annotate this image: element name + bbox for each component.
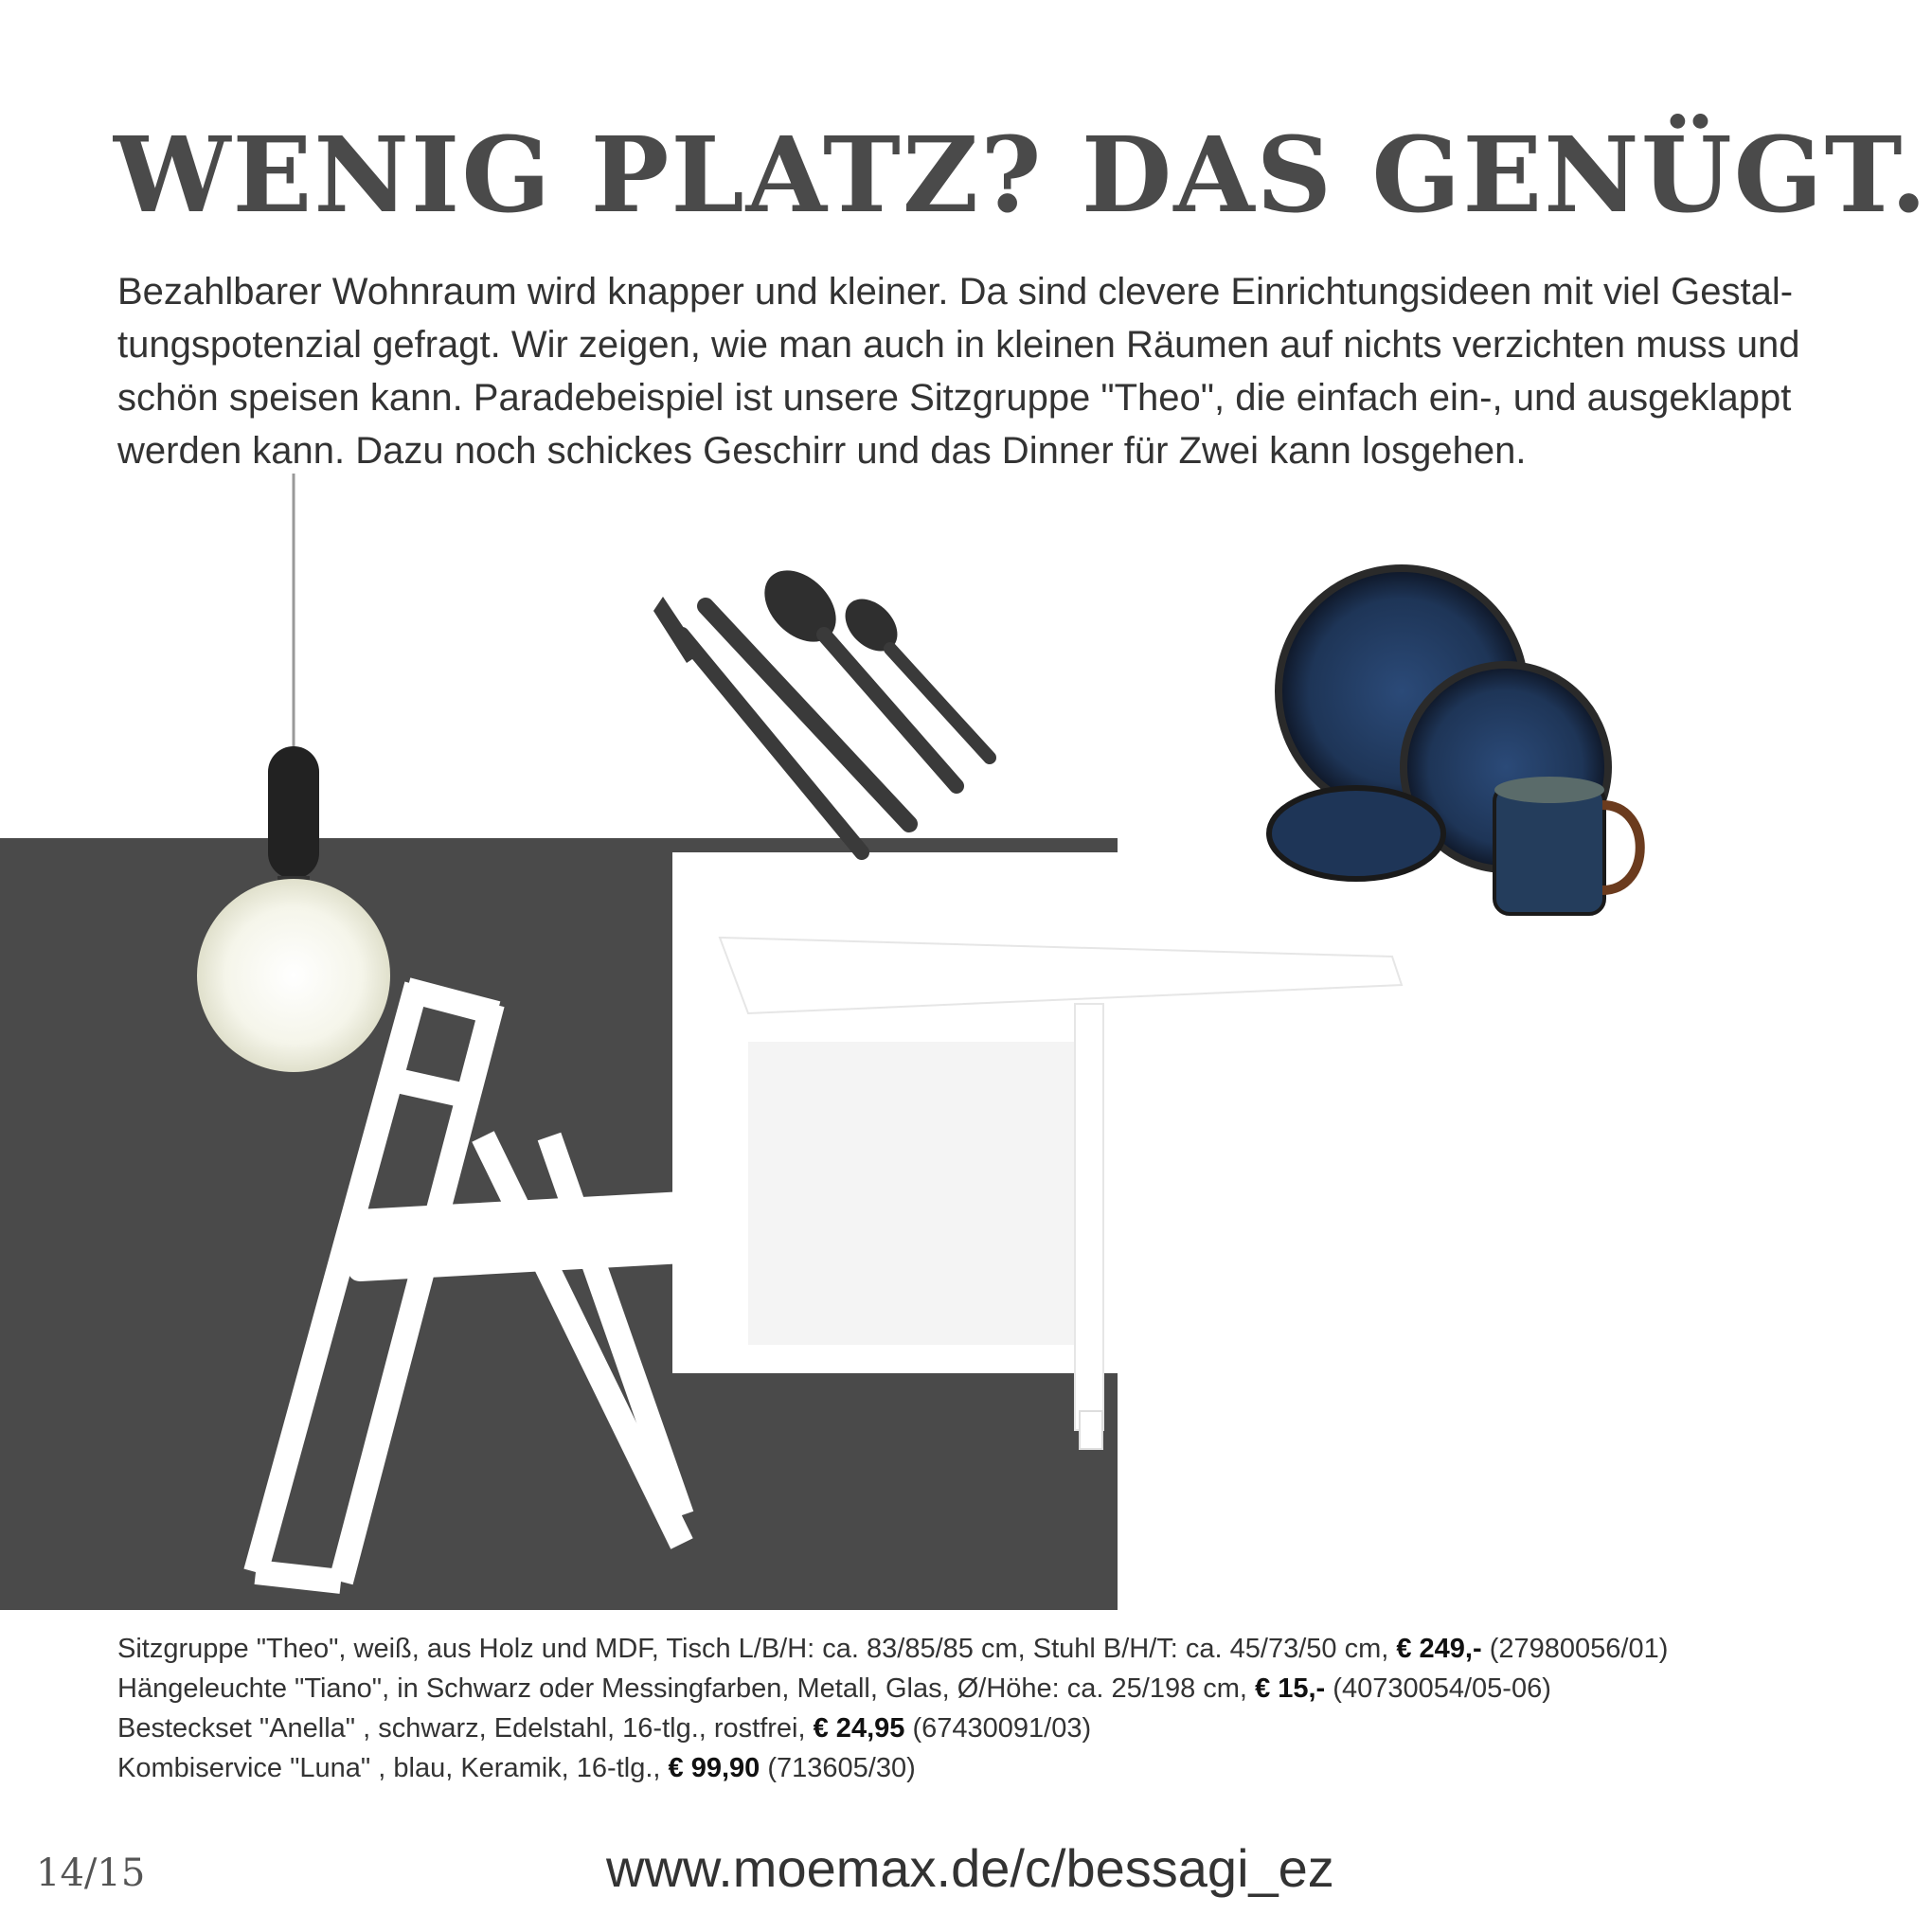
product-article-number: (713605/30) bbox=[760, 1753, 916, 1783]
product-scene bbox=[0, 474, 1932, 1610]
folding-chair-right bbox=[1302, 938, 1733, 1440]
website-link[interactable]: www.moemax.de/c/bessagi_ez bbox=[606, 1838, 1334, 1898]
product-price: € 15,- bbox=[1255, 1673, 1326, 1704]
intro-text bbox=[117, 265, 1822, 477]
product-article-number: (40730054/05-06) bbox=[1325, 1673, 1551, 1704]
intro-line: Bezahlbarer Wohnraum wird knapper und kleiner. Da sind clevere Einrichtungsideen mit viel Gestal- bbox=[117, 271, 1794, 313]
intro-line: tungspotenzial gefragt. Wir zeigen, wie man auch in kleinen Räumen auf nichts verzichten muss und bbox=[117, 324, 1800, 366]
product-article-number: (27980056/01) bbox=[1481, 1634, 1669, 1664]
product-caption bbox=[117, 1748, 1668, 1788]
cutlery-set bbox=[653, 557, 990, 852]
intro-line: werden kann. Dazu noch schickes Geschirr und das Dinner für Zwei kann losgehen. bbox=[117, 430, 1527, 472]
product-price: € 99,90 bbox=[668, 1753, 760, 1783]
product-price: € 24,95 bbox=[813, 1713, 905, 1744]
product-caption bbox=[117, 1629, 1668, 1669]
product-caption bbox=[117, 1669, 1668, 1708]
product-description: Sitzgruppe "Theo", weiß, aus Holz und MDF, Tisch L/B/H: ca. 83/85/85 cm, Stuhl B/H/T: ca. 45/73/50 cm, bbox=[117, 1634, 1397, 1664]
intro-line: schön speisen kann. Paradebeispiel ist unsere Sitzgruppe "Theo", die einfach ein-, und ausgeklappt bbox=[117, 377, 1792, 419]
page-number: 14/15 bbox=[36, 1852, 146, 1895]
product-price: € 249,- bbox=[1396, 1634, 1482, 1664]
product-description: Kombiservice "Luna" , blau, Keramik, 16-tlg., bbox=[117, 1753, 669, 1783]
page-headline: WENIG PLATZ? DAS GENÜGT. bbox=[114, 114, 1929, 236]
dinnerware-set bbox=[1269, 568, 1640, 914]
product-article-number: (67430091/03) bbox=[904, 1713, 1092, 1744]
pendant-lamp bbox=[197, 474, 390, 1072]
product-description: Hängeleuchte "Tiano", in Schwarz oder Messingfarben, Metall, Glas, Ø/Höhe: ca. 25/198 cm, bbox=[117, 1673, 1256, 1704]
product-caption bbox=[117, 1708, 1668, 1748]
product-captions bbox=[117, 1629, 1668, 1788]
product-description: Besteckset "Anella" , schwarz, Edelstahl, 16-tlg., rostfrei, bbox=[117, 1713, 814, 1744]
